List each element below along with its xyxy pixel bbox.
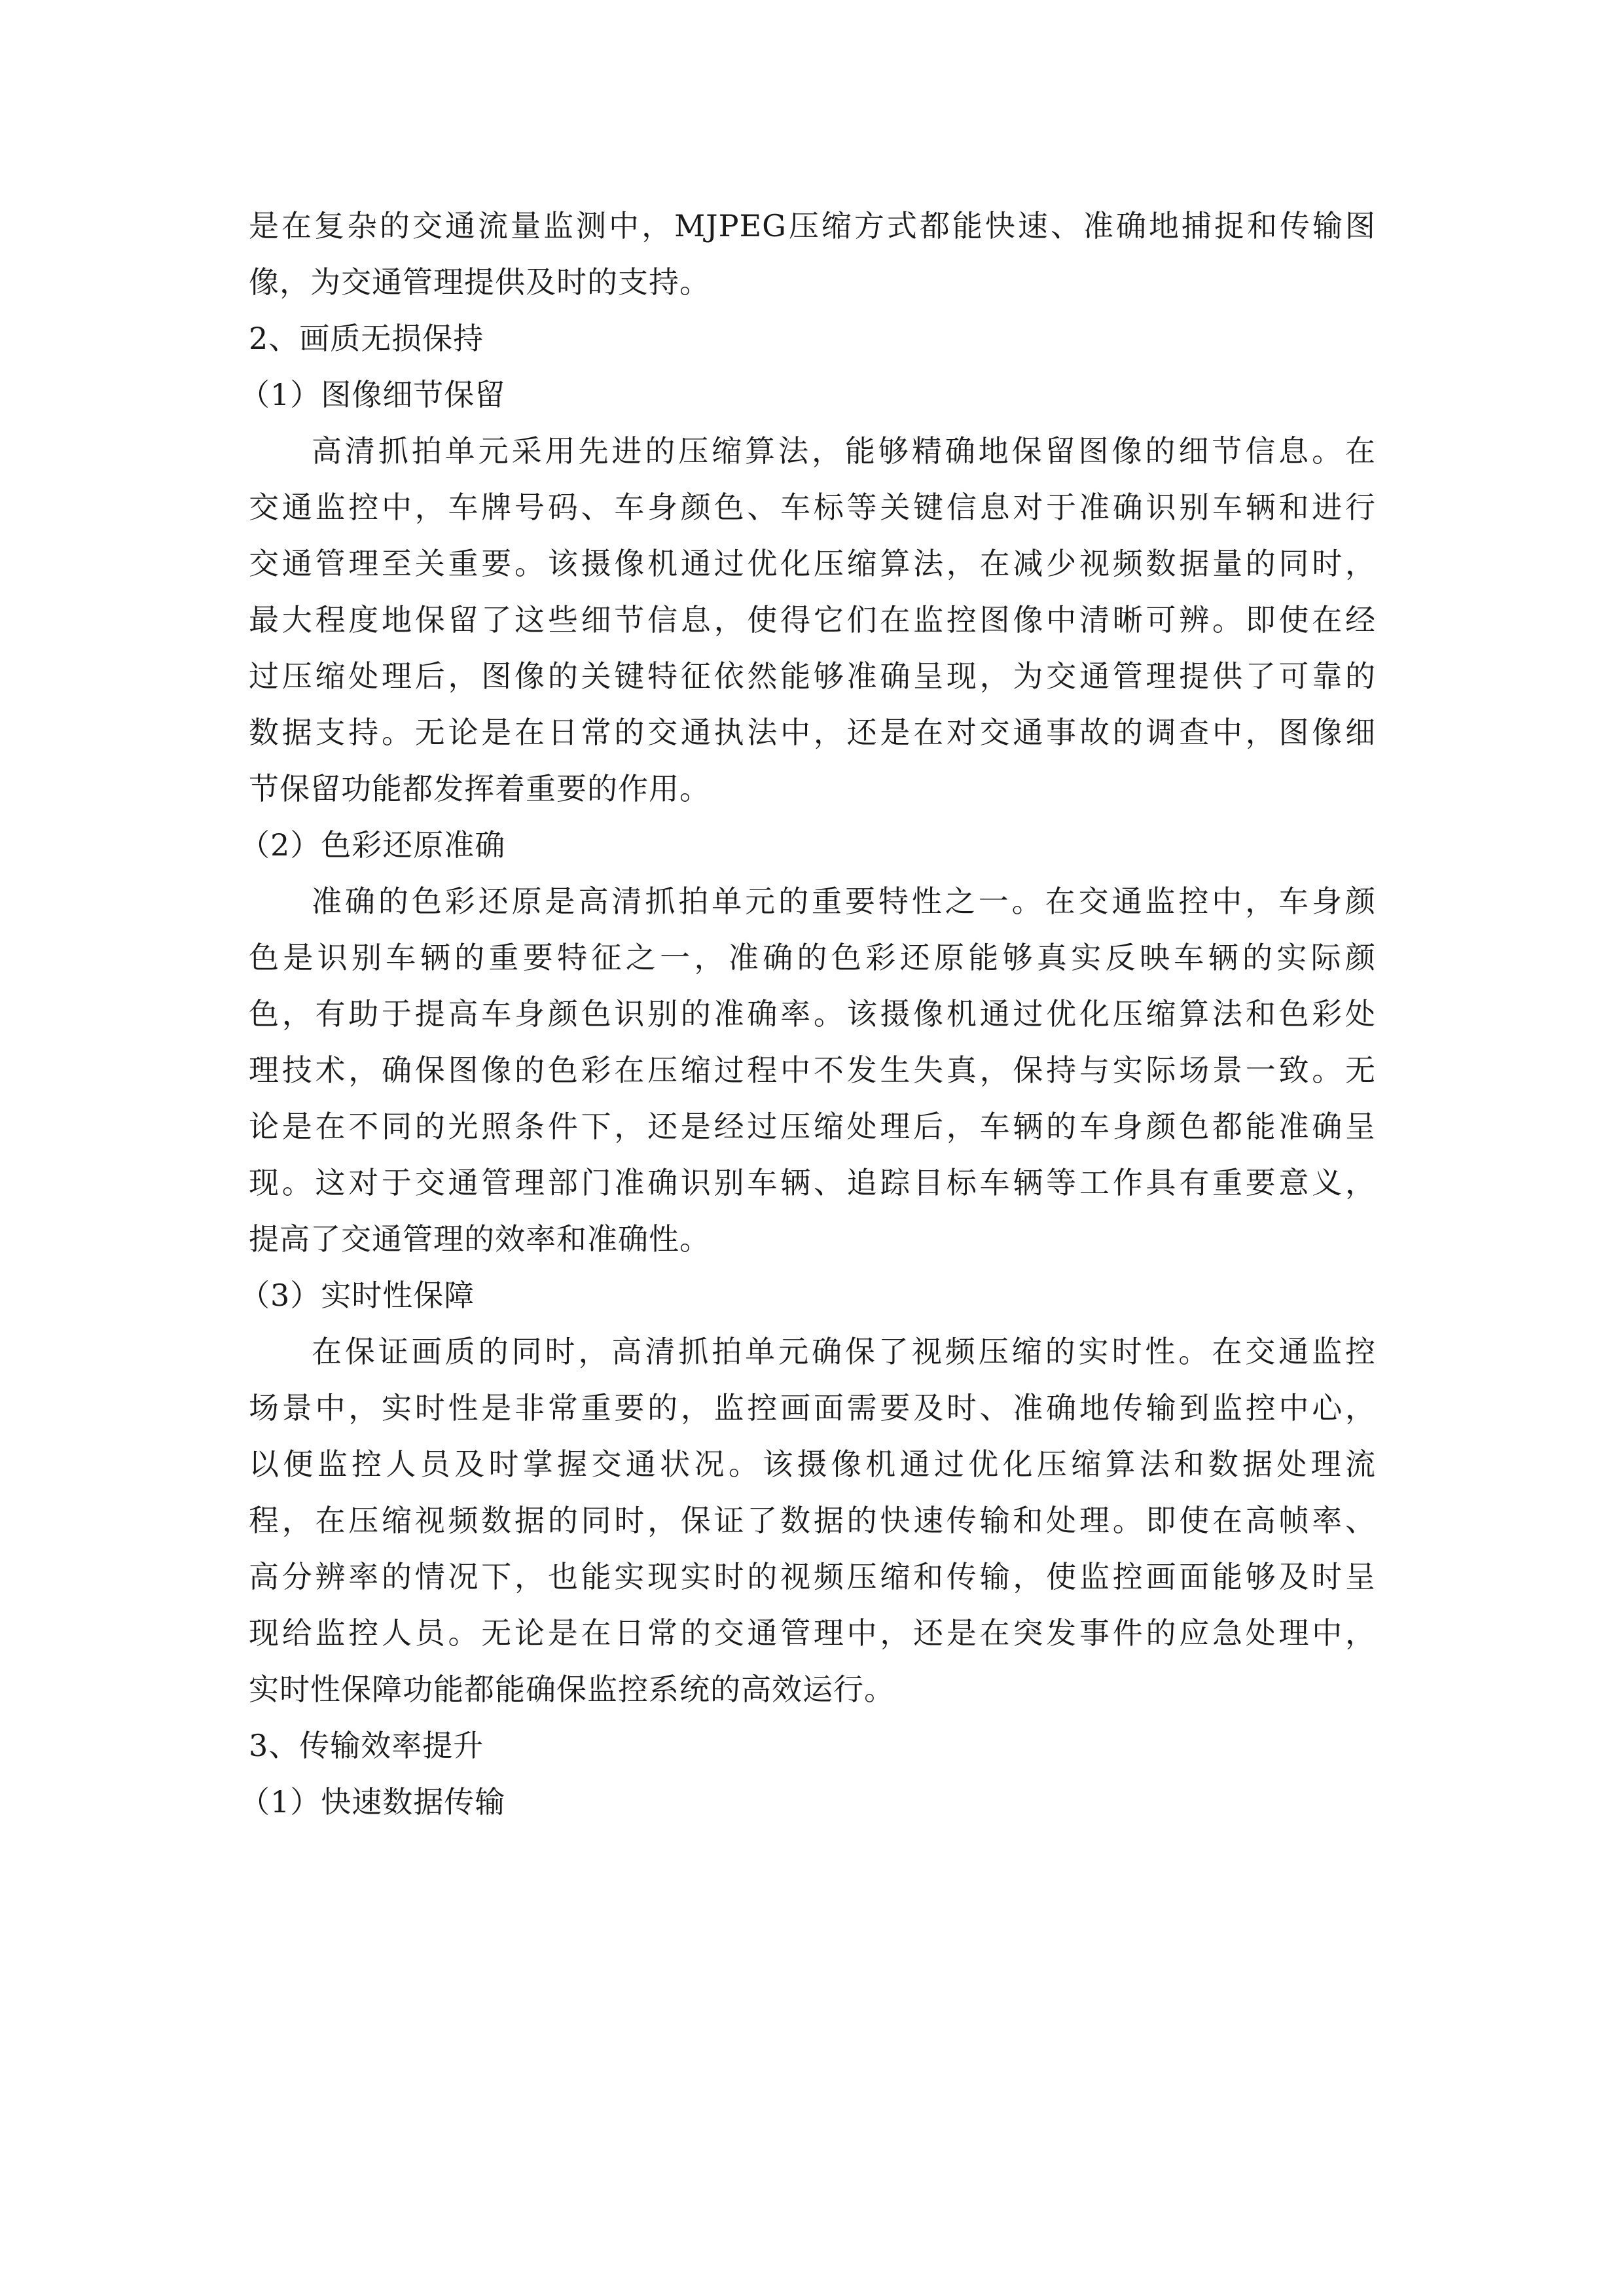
subsection-heading: （1）图像细节保留	[240, 377, 506, 412]
paragraph-line: 交通管理至关重要。该摄像机通过优化压缩算法，在减少视频数据量的同时，	[249, 546, 1376, 581]
section-heading: 3、传输效率提升	[249, 1728, 484, 1763]
subsection-heading: （1）快速数据传输	[240, 1784, 506, 1820]
body-paragraph	[249, 1323, 1376, 1717]
paragraph-line: 最大程度地保留了这些细节信息，使得它们在监控图像中清晰可辨。即使在经	[249, 602, 1376, 637]
subsection-heading: （3）实时性保障	[240, 1278, 475, 1313]
paragraph-line: 是在复杂的交通流量监测中，MJPEG压缩方式都能快速、准确地捕捉和传输图	[249, 208, 1376, 243]
body-paragraph	[249, 198, 1376, 310]
paragraph-line: 现给监控人员。无论是在日常的交通管理中，还是在突发事件的应急处理中，	[249, 1615, 1376, 1651]
paragraph-line: 数据支持。无论是在日常的交通执法中，还是在对交通事故的调查中，图像细	[249, 715, 1376, 750]
paragraph-line: 现。这对于交通管理部门准确识别车辆、追踪目标车辆等工作具有重要意义，	[249, 1165, 1376, 1200]
paragraph-line: 节保留功能都发挥着重要的作用。	[249, 771, 710, 806]
paragraph-line: 色是识别车辆的重要特征之一，准确的色彩还原能够真实反映车辆的实际颜	[249, 940, 1376, 975]
paragraph-line: 理技术，确保图像的色彩在压缩过程中不发生失真，保持与实际场景一致。无	[249, 1052, 1376, 1088]
body-paragraph	[249, 873, 1376, 1267]
paragraph-line: 高分辨率的情况下，也能实现实时的视频压缩和传输，使监控画面能够及时呈	[249, 1559, 1376, 1594]
paragraph-line: 场景中，实时性是非常重要的，监控画面需要及时、准确地传输到监控中心，	[249, 1390, 1376, 1426]
paragraph-line: 程，在压缩视频数据的同时，保证了数据的快速传输和处理。即使在高帧率、	[249, 1503, 1376, 1538]
paragraph-line: 高清抓拍单元采用先进的压缩算法，能够精确地保留图像的细节信息。在	[312, 433, 1376, 469]
paragraph-line: 提高了交通管理的效率和准确性。	[249, 1221, 710, 1257]
paragraph-line: 色，有助于提高车身颜色识别的准确率。该摄像机通过优化压缩算法和色彩处	[249, 996, 1376, 1031]
paragraph-line: 过压缩处理后，图像的关键特征依然能够准确呈现，为交通管理提供了可靠的	[249, 658, 1376, 694]
subsection-heading: （2）色彩还原准确	[240, 827, 506, 863]
paragraph-line: 准确的色彩还原是高清抓拍单元的重要特性之一。在交通监控中，车身颜	[312, 884, 1376, 919]
document-body	[240, 198, 1376, 1830]
paragraph-line: 以便监控人员及时掌握交通状况。该摄像机通过优化压缩算法和数据处理流	[249, 1446, 1376, 1482]
paragraph-line: 论是在不同的光照条件下，还是经过压缩处理后，车辆的车身颜色都能准确呈	[249, 1109, 1376, 1144]
paragraph-line: 在保证画质的同时，高清抓拍单元确保了视频压缩的实时性。在交通监控	[312, 1334, 1376, 1369]
paragraph-line: 交通监控中，车牌号码、车身颜色、车标等关键信息对于准确识别车辆和进行	[249, 490, 1376, 525]
section-heading: 2、画质无损保持	[249, 321, 484, 356]
body-paragraph	[249, 423, 1376, 817]
paragraph-line: 实时性保障功能都能确保监控系统的高效运行。	[249, 1672, 895, 1707]
paragraph-line: 像，为交通管理提供及时的支持。	[249, 264, 710, 300]
